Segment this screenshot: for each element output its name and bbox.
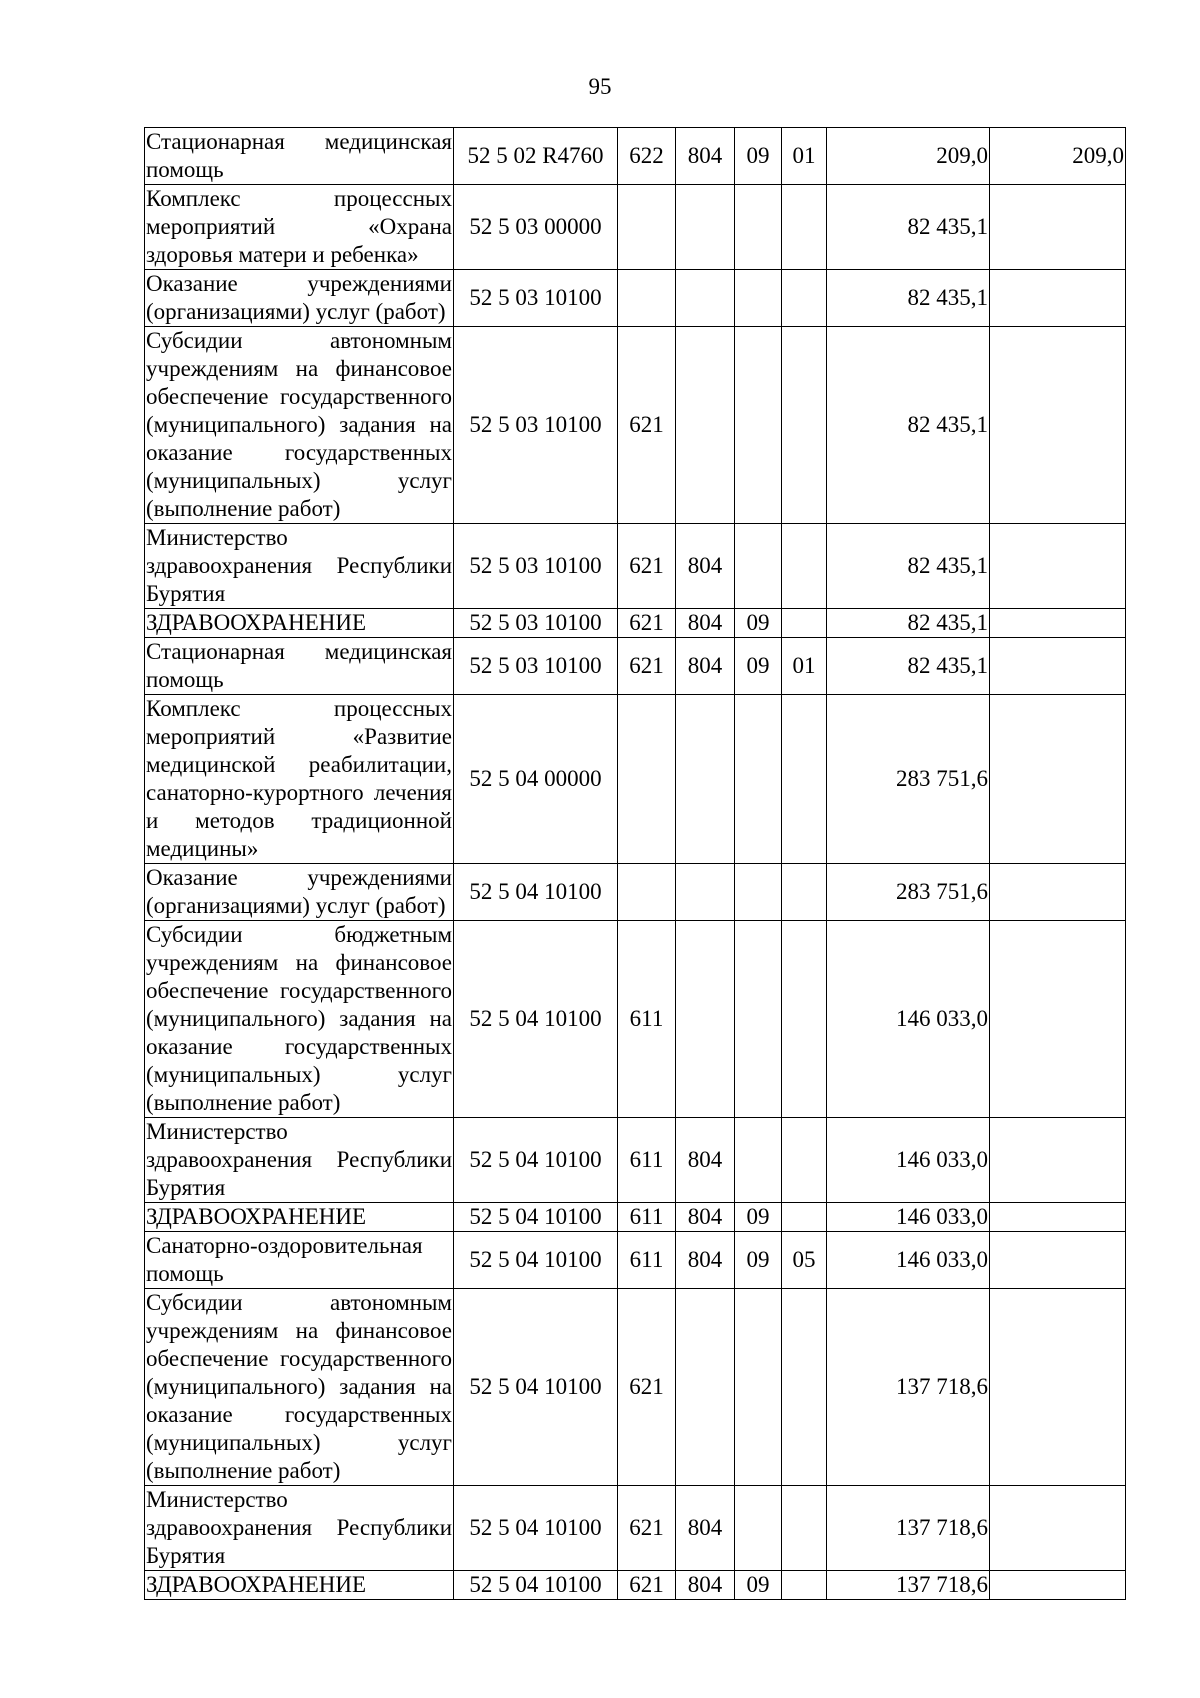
row-grbs-cell [676, 864, 735, 921]
row-amount-1-cell: 146 033,0 [827, 1118, 990, 1203]
row-amount-1-cell: 209,0 [827, 128, 990, 185]
row-vr-cell [618, 695, 676, 864]
table-row [145, 270, 1126, 327]
row-grbs-cell: 804 [676, 1118, 735, 1203]
row-csr-cell: 52 5 04 10100 [454, 921, 618, 1118]
row-pr-cell [782, 270, 827, 327]
row-pr-cell [782, 609, 827, 638]
row-pr-cell [782, 695, 827, 864]
row-grbs-cell: 804 [676, 524, 735, 609]
row-name-cell: Стационарная медицинская помощь [145, 128, 454, 185]
row-pr-cell [782, 1118, 827, 1203]
page-number: 95 [588, 74, 612, 99]
row-csr-cell: 52 5 04 00000 [454, 695, 618, 864]
row-amount-2-cell [990, 609, 1126, 638]
row-amount-1-cell: 283 751,6 [827, 864, 990, 921]
row-amount-1-cell: 146 033,0 [827, 1203, 990, 1232]
row-name-cell: ЗДРАВООХРАНЕНИЕ [145, 609, 454, 638]
row-csr-cell: 52 5 04 10100 [454, 864, 618, 921]
row-rz-cell [735, 185, 782, 270]
table-row [145, 1118, 1126, 1203]
row-amount-1-cell: 82 435,1 [827, 609, 990, 638]
row-rz-cell: 09 [735, 128, 782, 185]
row-pr-cell [782, 1486, 827, 1571]
row-name-cell: Министерство здравоохранения Республики Бурятия [145, 1118, 454, 1203]
row-csr-cell: 52 5 04 10100 [454, 1486, 618, 1571]
row-vr-cell: 611 [618, 1203, 676, 1232]
row-name-cell: Комплекс процессных мероприятий «Развитие медицинской реабилитации, санаторно-курортного лечения и методов традиционной медицины» [145, 695, 454, 864]
table-row [145, 128, 1126, 185]
row-name-cell: Министерство здравоохранения Республики Бурятия [145, 1486, 454, 1571]
row-rz-cell [735, 524, 782, 609]
row-grbs-cell [676, 327, 735, 524]
row-amount-2-cell [990, 1486, 1126, 1571]
row-pr-cell [782, 327, 827, 524]
row-pr-cell: 05 [782, 1232, 827, 1289]
row-amount-2-cell [990, 921, 1126, 1118]
row-name-cell: Оказание учреждениями (организациями) услуг (работ) [145, 864, 454, 921]
row-pr-cell: 01 [782, 638, 827, 695]
row-amount-2-cell [990, 270, 1126, 327]
row-grbs-cell [676, 185, 735, 270]
row-vr-cell [618, 864, 676, 921]
row-csr-cell: 52 5 04 10100 [454, 1118, 618, 1203]
row-rz-cell: 09 [735, 1232, 782, 1289]
row-csr-cell: 52 5 04 10100 [454, 1289, 618, 1486]
row-pr-cell [782, 1289, 827, 1486]
row-csr-cell: 52 5 03 10100 [454, 524, 618, 609]
row-amount-1-cell: 146 033,0 [827, 1232, 990, 1289]
row-name-cell: Субсидии автономным учреждениям на финансовое обеспечение государственного (муниципального) задания на оказание государственных (муниципальных) услуг (выполнение работ) [145, 1289, 454, 1486]
row-vr-cell: 622 [618, 128, 676, 185]
table-body [145, 128, 1126, 1600]
table-row [145, 185, 1126, 270]
table-row [145, 524, 1126, 609]
row-amount-2-cell [990, 695, 1126, 864]
row-amount-1-cell: 82 435,1 [827, 638, 990, 695]
row-rz-cell: 09 [735, 609, 782, 638]
row-csr-cell: 52 5 02 R4760 [454, 128, 618, 185]
row-amount-1-cell: 82 435,1 [827, 185, 990, 270]
table-row [145, 864, 1126, 921]
row-pr-cell [782, 1203, 827, 1232]
table-row [145, 921, 1126, 1118]
row-grbs-cell: 804 [676, 1203, 735, 1232]
row-csr-cell: 52 5 03 00000 [454, 185, 618, 270]
row-pr-cell [782, 185, 827, 270]
row-amount-2-cell: 209,0 [990, 128, 1126, 185]
row-name-cell: ЗДРАВООХРАНЕНИЕ [145, 1571, 454, 1600]
row-csr-cell: 52 5 03 10100 [454, 609, 618, 638]
row-pr-cell [782, 921, 827, 1118]
row-vr-cell: 621 [618, 1289, 676, 1486]
row-grbs-cell [676, 921, 735, 1118]
row-vr-cell [618, 270, 676, 327]
row-name-cell: Субсидии бюджетным учреждениям на финансовое обеспечение государственного (муниципального) задания на оказание государственных (муниципальных) услуг (выполнение работ) [145, 921, 454, 1118]
row-amount-1-cell: 137 718,6 [827, 1571, 990, 1600]
row-vr-cell: 611 [618, 921, 676, 1118]
row-name-cell: Субсидии автономным учреждениям на финансовое обеспечение государственного (муниципального) задания на оказание государственных (муниципальных) услуг (выполнение работ) [145, 327, 454, 524]
row-vr-cell: 611 [618, 1232, 676, 1289]
row-csr-cell: 52 5 03 10100 [454, 270, 618, 327]
row-amount-2-cell [990, 327, 1126, 524]
row-amount-2-cell [990, 638, 1126, 695]
row-csr-cell: 52 5 04 10100 [454, 1203, 618, 1232]
row-amount-2-cell [990, 185, 1126, 270]
row-vr-cell: 621 [618, 638, 676, 695]
row-csr-cell: 52 5 04 10100 [454, 1571, 618, 1600]
table-row [145, 1203, 1126, 1232]
row-vr-cell: 621 [618, 524, 676, 609]
row-rz-cell [735, 921, 782, 1118]
row-rz-cell [735, 270, 782, 327]
row-rz-cell [735, 1118, 782, 1203]
row-vr-cell: 621 [618, 1571, 676, 1600]
row-amount-2-cell [990, 1203, 1126, 1232]
row-rz-cell [735, 695, 782, 864]
row-pr-cell [782, 864, 827, 921]
row-name-cell: Санаторно-оздоровительная помощь [145, 1232, 454, 1289]
table-row [145, 1289, 1126, 1486]
row-amount-2-cell [990, 1571, 1126, 1600]
row-pr-cell [782, 1571, 827, 1600]
row-amount-1-cell: 82 435,1 [827, 524, 990, 609]
table-row [145, 1486, 1126, 1571]
row-vr-cell: 621 [618, 327, 676, 524]
row-rz-cell: 09 [735, 638, 782, 695]
row-vr-cell [618, 185, 676, 270]
row-name-cell: ЗДРАВООХРАНЕНИЕ [145, 1203, 454, 1232]
table-row [145, 1571, 1126, 1600]
row-amount-2-cell [990, 864, 1126, 921]
row-grbs-cell: 804 [676, 638, 735, 695]
row-rz-cell: 09 [735, 1571, 782, 1600]
table-row [145, 1232, 1126, 1289]
row-amount-2-cell [990, 1232, 1126, 1289]
table-row [145, 695, 1126, 864]
budget-table [144, 127, 1126, 1600]
row-grbs-cell: 804 [676, 609, 735, 638]
row-amount-1-cell: 146 033,0 [827, 921, 990, 1118]
row-amount-1-cell: 82 435,1 [827, 327, 990, 524]
table-row [145, 327, 1126, 524]
row-amount-2-cell [990, 1118, 1126, 1203]
table-row [145, 638, 1126, 695]
row-vr-cell: 611 [618, 1118, 676, 1203]
row-vr-cell: 621 [618, 609, 676, 638]
row-rz-cell [735, 1289, 782, 1486]
row-grbs-cell: 804 [676, 128, 735, 185]
row-name-cell: Оказание учреждениями (организациями) услуг (работ) [145, 270, 454, 327]
row-csr-cell: 52 5 03 10100 [454, 327, 618, 524]
row-amount-1-cell: 137 718,6 [827, 1289, 990, 1486]
row-grbs-cell [676, 270, 735, 327]
row-grbs-cell: 804 [676, 1232, 735, 1289]
row-rz-cell [735, 864, 782, 921]
row-rz-cell [735, 1486, 782, 1571]
row-amount-2-cell [990, 1289, 1126, 1486]
row-vr-cell: 621 [618, 1486, 676, 1571]
row-pr-cell [782, 524, 827, 609]
row-amount-2-cell [990, 524, 1126, 609]
row-amount-1-cell: 283 751,6 [827, 695, 990, 864]
row-grbs-cell: 804 [676, 1571, 735, 1600]
row-grbs-cell [676, 1289, 735, 1486]
row-csr-cell: 52 5 04 10100 [454, 1232, 618, 1289]
row-rz-cell: 09 [735, 1203, 782, 1232]
row-grbs-cell: 804 [676, 1486, 735, 1571]
row-amount-1-cell: 82 435,1 [827, 270, 990, 327]
row-name-cell: Комплекс процессных мероприятий «Охрана здоровья матери и ребенка» [145, 185, 454, 270]
row-csr-cell: 52 5 03 10100 [454, 638, 618, 695]
row-name-cell: Министерство здравоохранения Республики Бурятия [145, 524, 454, 609]
row-pr-cell: 01 [782, 128, 827, 185]
row-rz-cell [735, 327, 782, 524]
row-name-cell: Стационарная медицинская помощь [145, 638, 454, 695]
row-grbs-cell [676, 695, 735, 864]
table-row [145, 609, 1126, 638]
row-amount-1-cell: 137 718,6 [827, 1486, 990, 1571]
